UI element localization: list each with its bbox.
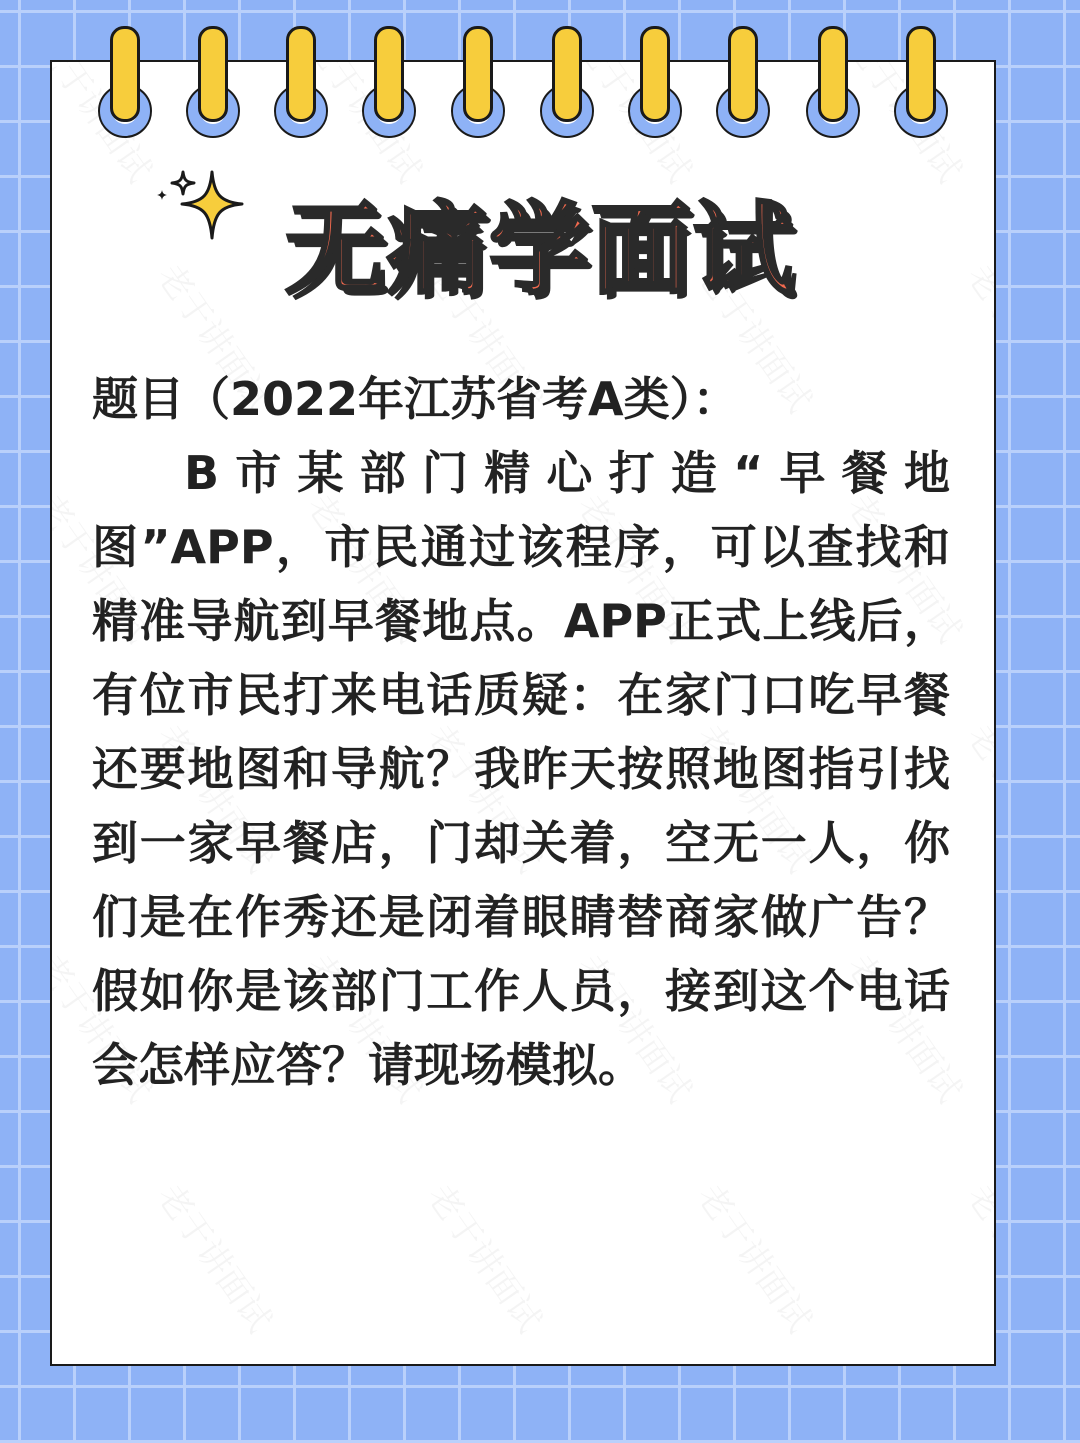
notebook-ring-icon (540, 26, 592, 138)
notebook-rings (0, 0, 1080, 140)
notebook-ring-icon (362, 26, 414, 138)
notebook-ring-icon (716, 26, 768, 138)
notebook-ring-icon (274, 26, 326, 138)
notebook-ring-icon (98, 26, 150, 138)
watermark-text (958, 1173, 994, 1340)
watermark-text (148, 1173, 286, 1340)
notebook-ring-icon (894, 26, 946, 138)
page-title: 无痛学面试 (285, 191, 795, 308)
notebook-ring-icon (451, 26, 503, 138)
watermark-text (958, 713, 994, 880)
question-content (92, 362, 950, 1102)
notebook-ring-icon (628, 26, 680, 138)
question-text: B市某部门精心打造“早餐地图”APP，市民通过该程序，可以查找和精准导航到早餐地点。APP正式上线后，有位市民打来电话质疑：在家门口吃早餐还要地图和导航？我昨天按照地图指引找到一家早餐店，门却关着，空无一人，你们是在作秀还是闭着眼睛替商家做广告？假如你是该部门工作人员，接到这个电话会怎样应答？请现场模拟。 (92, 446, 950, 1092)
notebook-ring-icon (806, 26, 858, 138)
notebook-ring-icon (186, 26, 238, 138)
watermark-text (418, 1173, 556, 1340)
question-heading: 题目（2022年江苏省考A类）： (92, 372, 739, 426)
watermark-text (688, 1173, 826, 1340)
